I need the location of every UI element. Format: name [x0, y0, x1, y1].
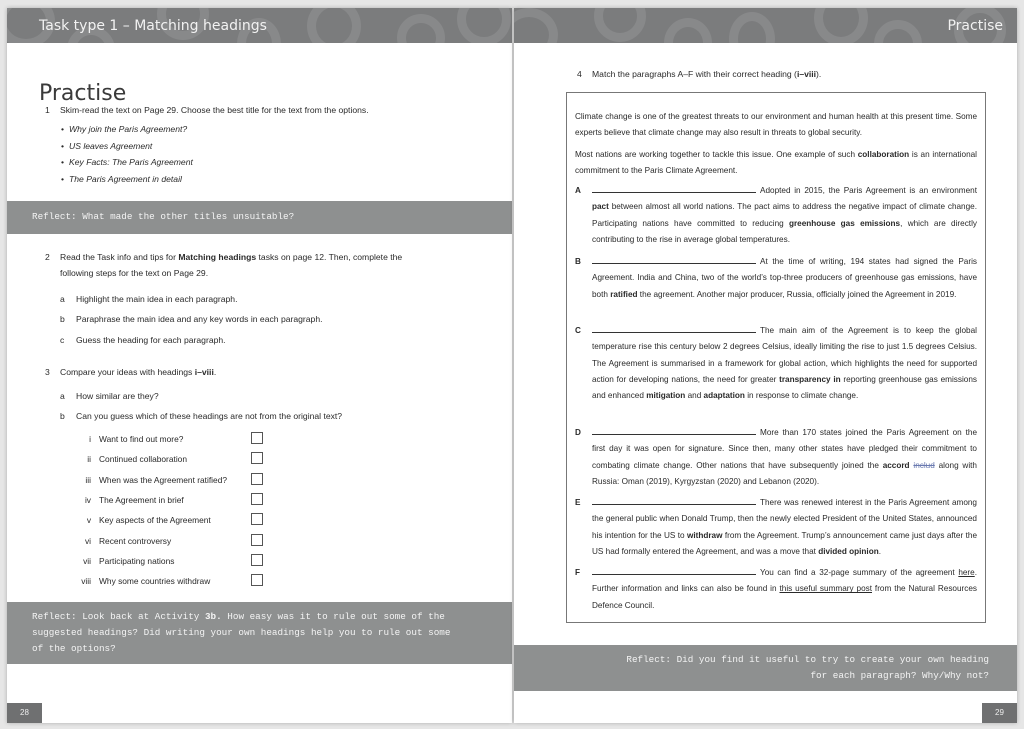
paragraph-d: D More than 170 states joined the Paris Agreement on the first day it was open for signature. Since then, many other states have pledged their commitment to combating climate change. Other nations that have subsequently joined the accord includ along with Russia: Oman (2019), Kyrgyzstan (2020) and Lebanon (2020). — [575, 425, 977, 490]
left-page: Task type 1 – Matching headings Practise 1 Skim-read the text on Page 29. Choose the best title for the text from the options. • Why join the Paris Agreement? • US leaves Agreement • Key Facts: The Paris Agreement • The Paris Agreement in detail Reflect: What made the other titles unsuitable? 2 Read the Task info and tips for Matching headings tasks on page 12. Then, complete the following steps for the text on Page 29. a Highlight the main idea in each paragraph. b Paraphrase the main idea and any key words in each paragraph. c Guess the heading for each paragraph. 3 Compare your ideas with headings i–viii. a How similar are they? b Can you guess which of these headings are not from the original text? i Want to find out more? ii Continued collaboration iii When was the Agreement ratified? iv The Agreement in brief v Key aspects of the Agreement vi Recent controversy vii Participating nations viii Why some countries withdraw Reflect: Look back at Activity 3b. How easy was it to rule out some of the suggested headings? Did writing your own headings help you to rule out some of the options? 28 — [7, 8, 512, 723]
section-title: Practise — [39, 80, 127, 106]
bullet-icon: • — [61, 157, 65, 167]
question-number: 4 — [577, 69, 582, 79]
intro-paragraph-1: Climate change is one of the greatest threats to our environment and human health at this present time. Some experts believe that climate change may also result in threats to global security. — [575, 112, 977, 138]
bullet-icon: • — [61, 173, 65, 184]
banner-title: Practise — [947, 18, 1003, 34]
heading-checkbox[interactable] — [251, 554, 263, 566]
left-banner — [7, 8, 512, 43]
heading-blank[interactable] — [592, 495, 756, 505]
summary-post-link[interactable]: this useful summary post — [779, 584, 872, 594]
heading-checkbox[interactable] — [251, 473, 263, 485]
title-option: • US leaves Agreement — [61, 140, 153, 151]
bullet-icon: • — [61, 124, 65, 134]
question-number: 2 — [45, 252, 50, 262]
right-banner — [514, 8, 1017, 43]
reflect-box-1 — [7, 201, 512, 234]
title-options — [61, 124, 193, 190]
bullet-icon: • — [61, 140, 65, 151]
heading-checkbox[interactable] — [251, 493, 263, 505]
heading-checkbox[interactable] — [251, 534, 263, 546]
article-box — [566, 92, 986, 623]
heading-checkbox[interactable] — [251, 432, 263, 444]
here-link[interactable]: here — [958, 568, 975, 577]
heading-blank[interactable] — [592, 425, 756, 435]
paragraph-a: A Adopted in 2015, the Paris Agreement is an environment pact between almost all world nations. The pact aims to address the negative impact of climate change. Participating nations have committed to reducing greenhouse gas emissions, which are directly contributing to the rise in average global temperatures. — [575, 183, 977, 248]
heading-checkbox[interactable] — [251, 574, 263, 586]
page-number: 29 — [982, 703, 1017, 723]
question-number: 3 — [45, 367, 50, 377]
reflect-box-2: Reflect: Look back at Activity 3b. How easy was it to rule out some of the suggested headings? Did writing your own headings help you to rule out some of the options? — [7, 602, 512, 664]
right-page: Practise 4 Match the paragraphs A–F with their correct heading (i–viii). Climate change is one of the greatest threats to our environment and human health at this present time. Some experts believe that climate change may also result in threats to global security. Most nations are working together to tackle this issue. One example of such collaboration is an international commitment to the Paris Climate Agreement. A Adopted in 2015, the Paris Agreement is an environment pact between almost all world nations. The pact aims to address the negative impact of climate change. Participating nations have committed to reducing greenhouse gas emissions, which are directly contributing to the rise in average global temperatures. B At the time of writing, 194 states had signed the Paris Agreement. India and China, two of the world’s top-three producers of greenhouse gas emissions, have both ratified the agreement. Another major producer, Russia, officially joined the Agreement in 2019. C The main aim of the Agreement is to keep the global temperature rise this century below 2 degrees Celsius, ideally limiting the rise to just 1.5 degrees Celsius. The Agreement is summarised in a framework for global action, which highlights the need for supported action for developing nations, the need for greater transparency in reporting greenhouse gas emissions and enhanced mitigation and adaptation in response to climate change. D More than 170 states joined the Paris Agreement on the first day it was open for signature. Since then, many other states have pledged their commitment to combating climate change. Other nations that have subsequently joined the accord includ along with Russia: Oman (2019), Kyrgyzstan (2020) and Lebanon (2020). E There was renewed interest in the Paris Agreement among the general public when Donald Trump, then the newly elected President of the United States, announced his intention for the US to withdraw from the Agreement. Trump’s announcement came just days after the US had formally entered the Agreement, and was a move that divided opinion. F You can find a 32-page summary of the agreement here. Further information and links can also be found in this useful summary post from the Natural Resources Defence Council. Reflect: Did you find it useful to try to create your own heading for each paragraph? Why/Why not? 29 — [514, 8, 1017, 723]
paragraph-f: F You can find a 32-page summary of the agreement here. Further information and links can also be found in this useful summary post from the Natural Resources Defence Council. — [575, 565, 977, 614]
title-option: • Key Facts: The Paris Agreement — [61, 157, 193, 167]
banner-title: Task type 1 – Matching headings — [39, 18, 267, 34]
paragraph-b: B At the time of writing, 194 states had signed the Paris Agreement. India and China, two of the world’s top-three producers of greenhouse gas emissions, have both ratified the agreement. Another major producer, Russia, officially joined the Agreement in 2019. — [575, 254, 977, 303]
heading-blank[interactable] — [592, 183, 756, 193]
intro-paragraph-2: Most nations are working together to tackle this issue. One example of such collaboration is an international commitment to the Paris Climate Agreement. — [575, 150, 978, 176]
page-number: 28 — [7, 703, 42, 723]
reflect-box-3: Reflect: Did you find it useful to try to create your own heading for each paragraph? Why/Why not? — [514, 645, 1017, 691]
heading-blank[interactable] — [592, 565, 756, 575]
paragraph-e: E There was renewed interest in the Paris Agreement among the general public when Donald Trump, then the newly elected President of the United States, announced his intention for the US to withdraw from the Agreement. Trump’s announcement came just days after the US had formally entered the Agreement, and was a move that divided opinion. — [575, 495, 977, 560]
heading-blank[interactable] — [592, 323, 756, 333]
title-option: • Why join the Paris Agreement? — [61, 124, 188, 134]
paragraph-c: C The main aim of the Agreement is to keep the global temperature rise this century below 2 degrees Celsius, ideally limiting the rise to just 1.5 degrees Celsius. The Agreement is summarised in a framework for global action, which highlights the need for supported action for developing nations, the need for greater transparency in reporting greenhouse gas emissions and enhanced mitigation and adaptation in response to climate change. — [575, 323, 977, 404]
heading-checkbox[interactable] — [251, 513, 263, 525]
title-option: • The Paris Agreement in detail — [61, 173, 182, 184]
heading-blank[interactable] — [592, 254, 756, 264]
heading-checkbox[interactable] — [251, 452, 263, 464]
tracked-deletion: includ — [913, 460, 935, 470]
question-text: Skim-read the text on Page 29. Choose the best title for the text from the options. — [60, 105, 369, 115]
question-number: 1 — [45, 105, 50, 115]
reflect-text: Reflect: What made the other titles unsuitable? — [32, 211, 295, 222]
